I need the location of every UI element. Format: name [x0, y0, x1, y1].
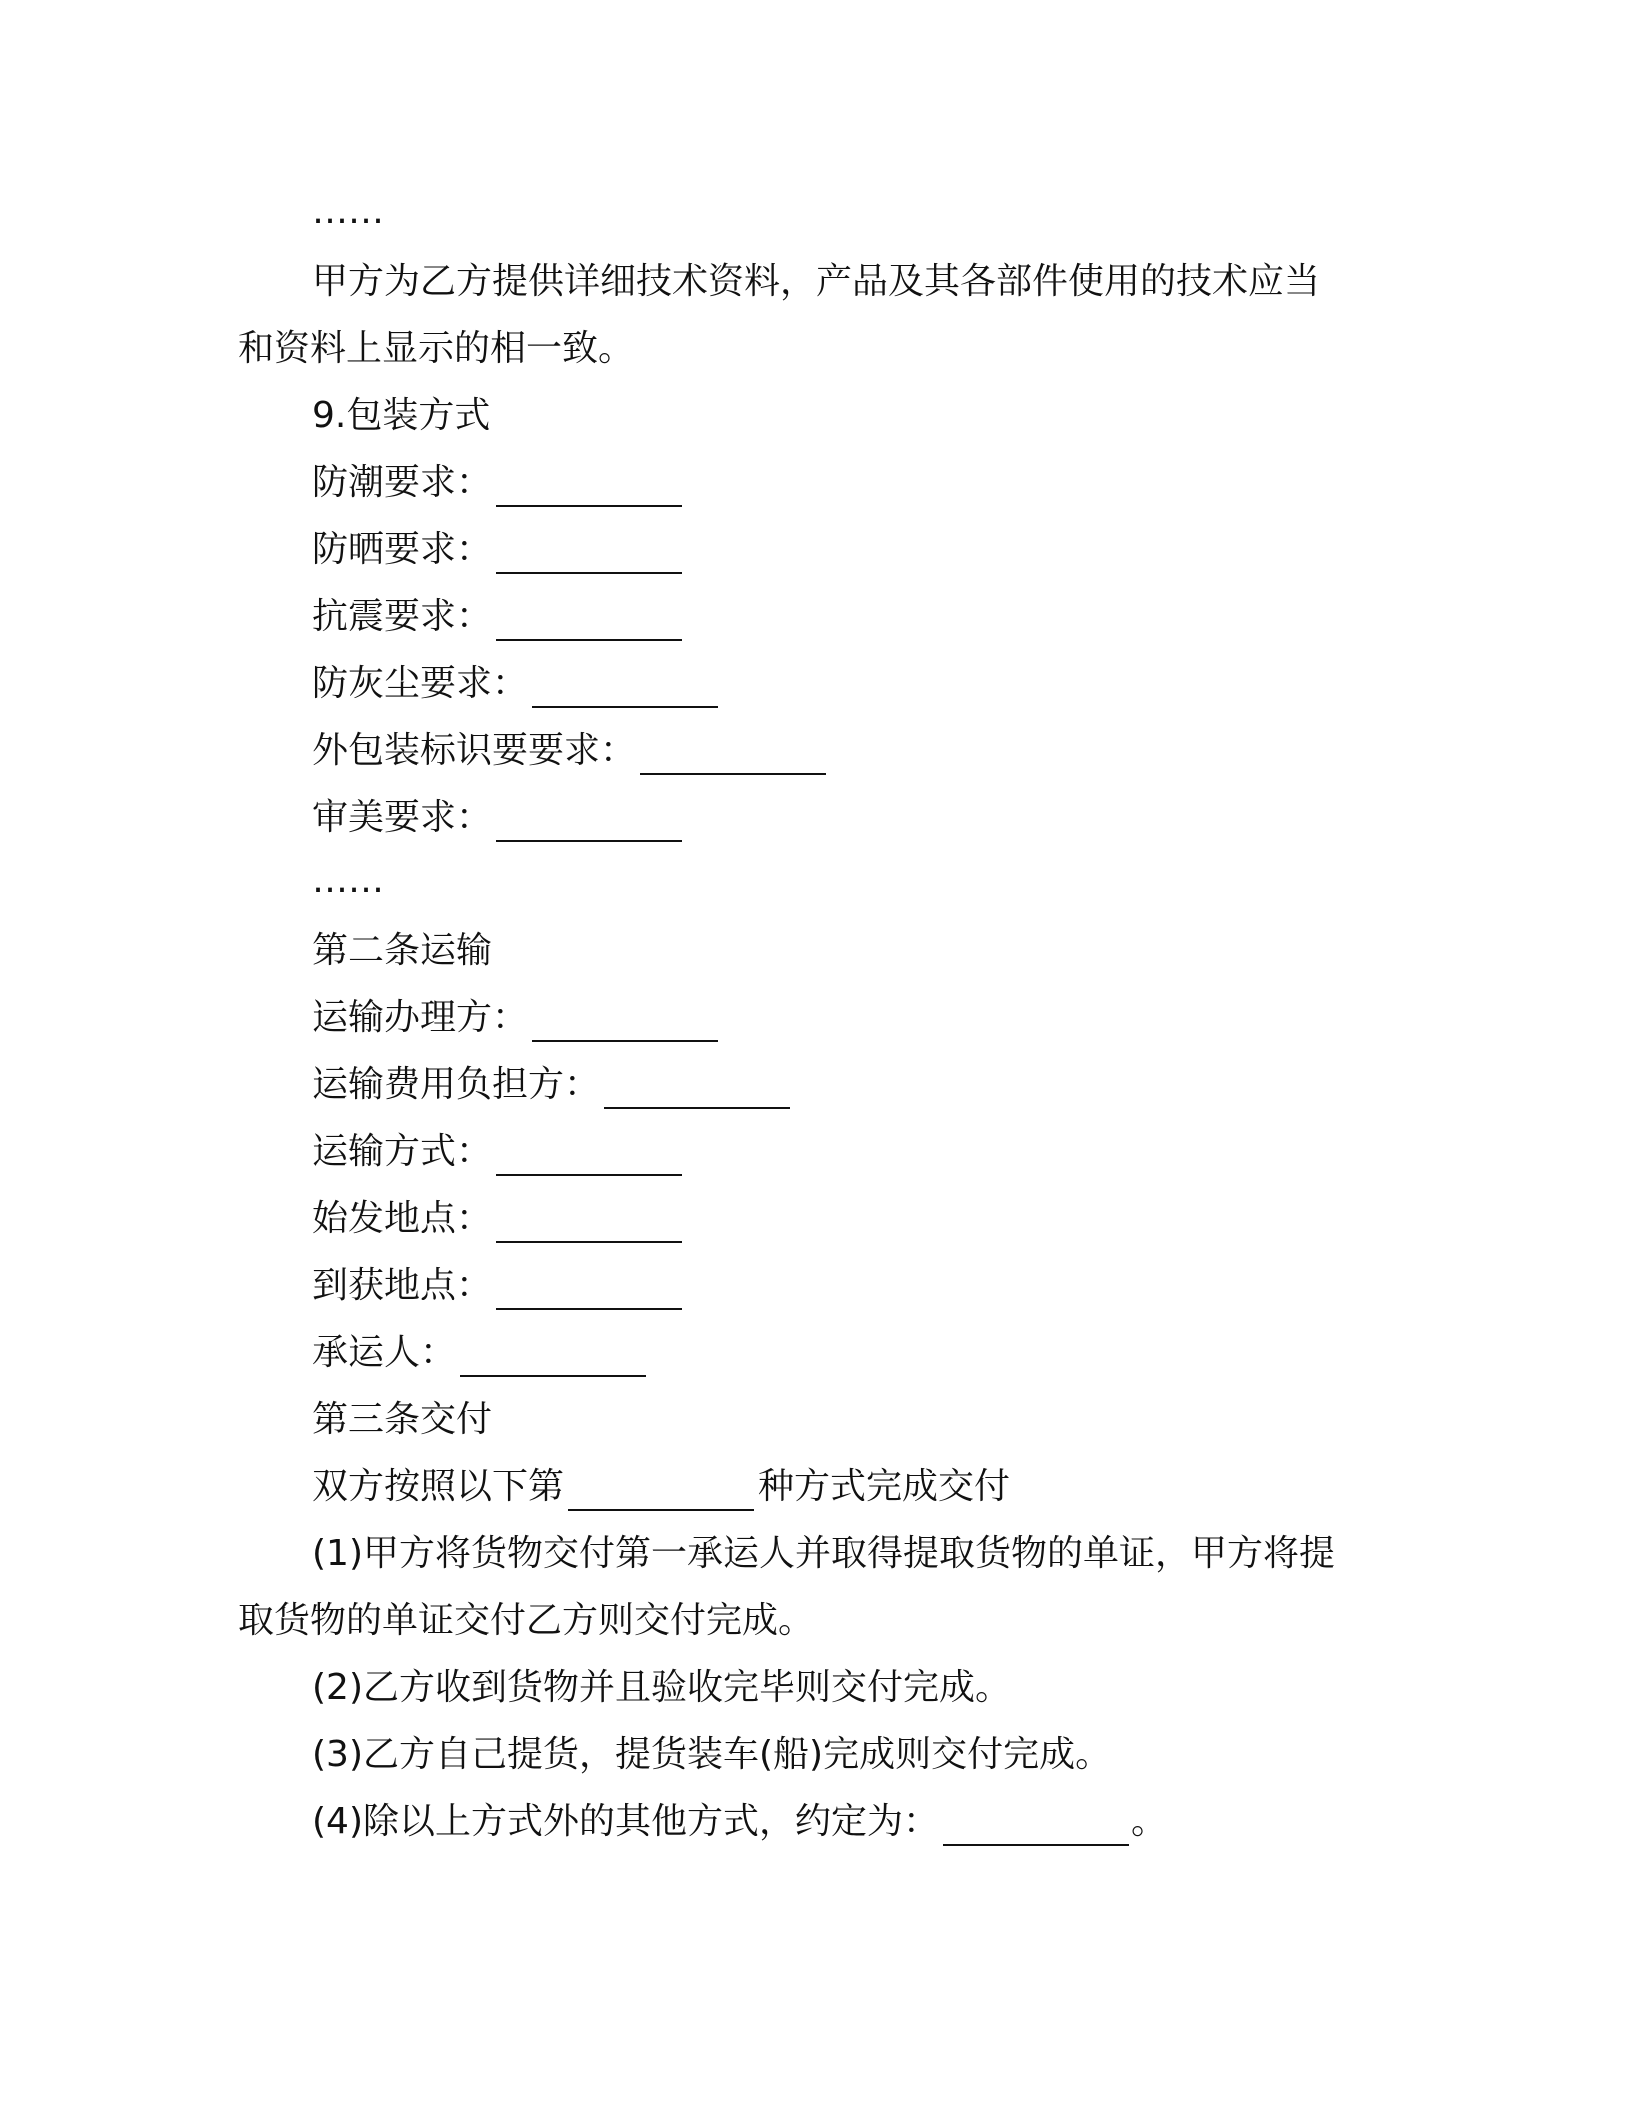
ellipsis: …… [312, 191, 384, 232]
field-origin-location [312, 1195, 682, 1243]
fill-in-blank[interactable] [496, 465, 682, 507]
intro-paragraph-line-2: 和资料上显示的相一致。 [238, 328, 635, 369]
field-label: 运输费用负担方： [312, 1064, 601, 1105]
field-transport-cost-bearer [312, 1061, 790, 1109]
delivery-option-4 [312, 1798, 1167, 1846]
fill-in-blank[interactable] [568, 1469, 754, 1511]
field-moisture-proof [312, 459, 682, 507]
field-label: 承运人： [312, 1332, 457, 1373]
fill-in-blank[interactable] [496, 599, 682, 641]
field-label: 防灰尘要求： [312, 663, 529, 704]
field-label: 防潮要求： [312, 462, 493, 503]
transport-heading: 第二条运输 [312, 930, 493, 971]
delivery-option-4-suffix: 。 [1131, 1801, 1168, 1842]
field-shock-proof [312, 593, 682, 641]
field-label: 运输方式： [312, 1131, 493, 1172]
field-sun-proof [312, 526, 682, 574]
field-label: 到获地点： [312, 1265, 493, 1306]
fill-in-blank[interactable] [640, 733, 826, 775]
fill-in-blank[interactable] [604, 1067, 790, 1109]
delivery-option-3: (3)乙方自己提货，提货装车(船)完成则交付完成。 [312, 1734, 1112, 1775]
fill-in-blank[interactable] [532, 1000, 718, 1042]
field-carrier [312, 1329, 646, 1377]
intro-paragraph-line-1: 甲方为乙方提供详细技术资料，产品及其各部件使用的技术应当 [312, 261, 1321, 302]
fill-in-blank[interactable] [496, 1268, 682, 1310]
field-outer-package-marking [312, 727, 826, 775]
delivery-option-2: (2)乙方收到货物并且验收完毕则交付完成。 [312, 1667, 1011, 1708]
delivery-option-1-line-2: 取货物的单证交付乙方则交付完成。 [238, 1600, 815, 1641]
fill-in-blank[interactable] [496, 800, 682, 842]
fill-in-blank[interactable] [943, 1804, 1129, 1846]
fill-in-blank[interactable] [460, 1335, 646, 1377]
delivery-heading: 第三条交付 [312, 1399, 493, 1440]
field-label: 运输办理方： [312, 997, 529, 1038]
delivery-method-prefix: 双方按照以下第 [312, 1466, 565, 1507]
field-dust-proof [312, 660, 718, 708]
fill-in-blank[interactable] [532, 666, 718, 708]
delivery-method-line [312, 1463, 1010, 1511]
delivery-option-1-line-1: (1)甲方将货物交付第一承运人并取得提取货物的单证，甲方将提 [312, 1533, 1335, 1574]
field-aesthetic [312, 794, 682, 842]
delivery-option-4-prefix: (4)除以上方式外的其他方式，约定为： [312, 1801, 939, 1842]
fill-in-blank[interactable] [496, 1134, 682, 1176]
field-label: 审美要求： [312, 797, 493, 838]
fill-in-blank[interactable] [496, 1201, 682, 1243]
packaging-heading: 9.包装方式 [312, 395, 491, 436]
fill-in-blank[interactable] [496, 532, 682, 574]
field-transport-handler [312, 994, 718, 1042]
field-label: 始发地点： [312, 1198, 493, 1239]
field-label: 防晒要求： [312, 529, 493, 570]
field-transport-method [312, 1128, 682, 1176]
ellipsis: …… [312, 860, 384, 901]
delivery-method-suffix: 种方式完成交付 [758, 1466, 1011, 1507]
field-label: 抗震要求： [312, 596, 493, 637]
field-destination-location [312, 1262, 682, 1310]
field-label: 外包装标识要要求： [312, 730, 637, 771]
